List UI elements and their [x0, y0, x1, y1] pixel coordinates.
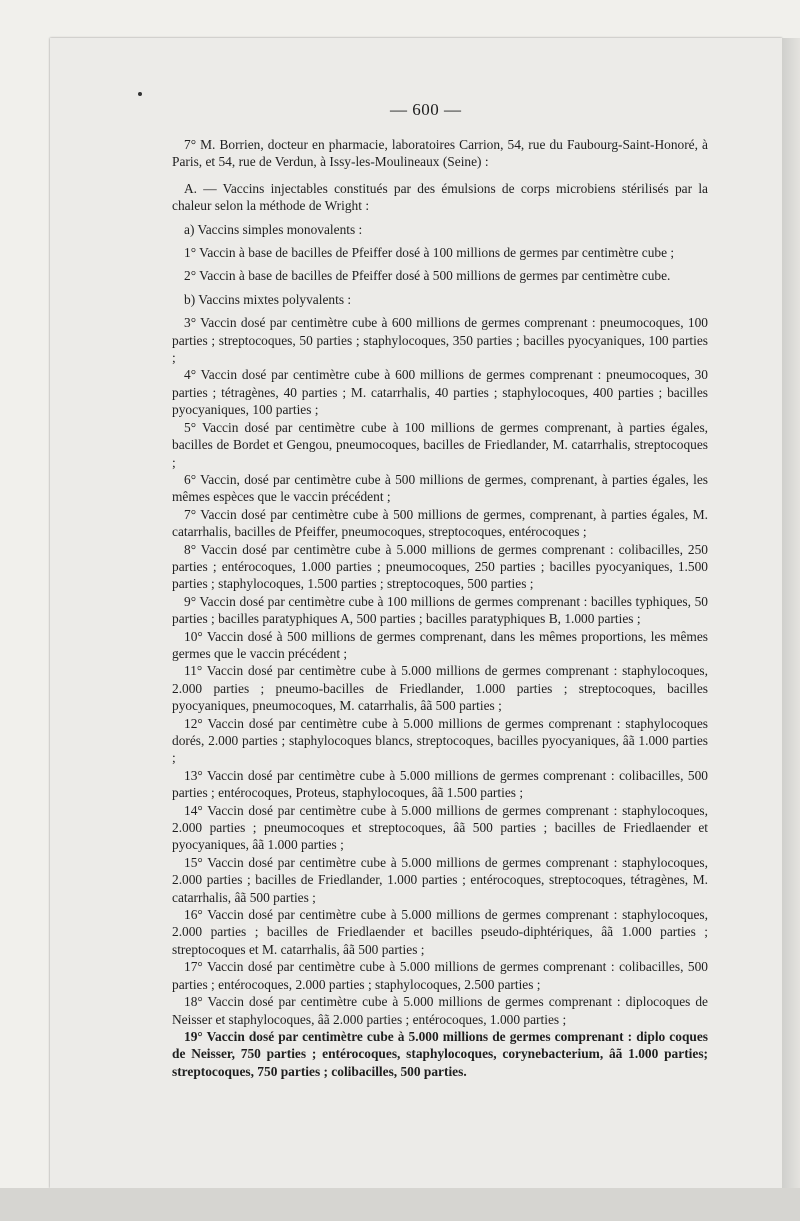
list-item: 1° Vaccin à base de bacilles de Pfeiffer dosé à 100 millions de germes par centimètre cube ;: [184, 245, 675, 261]
list-item: 4° Vaccin dosé par centimètre cube à 600 millions de germes comprenant : pneumocoques, 30 parties ; tétragènes, 40 parties ; M. catarrhalis, 40 parties ; staphylocoques, 400 parties ; bacilles pyocyaniques, 100 parties ;: [172, 367, 708, 418]
list-item: 11° Vaccin dosé par centimètre cube à 5.000 millions de germes comprenant : staphylocoques, 2.000 parties ; pneumo-bacilles de Friedlander, 1.000 parties ; streptocoques, bacilles pyocyaniques, pneumocoques, M. catarrhalis, âã 500 parties ;: [172, 663, 708, 714]
list-item: 18° Vaccin dosé par centimètre cube à 5.000 millions de germes comprenant : diplocoques de Neisser et staphylocoques, âã 2.000 parties ; entérocoques, 1.000 parties ;: [172, 994, 708, 1027]
list-item: 12° Vaccin dosé par centimètre cube à 5.000 millions de germes comprenant : staphylocoques dorés, 2.000 parties ; staphylocoques blancs, streptocoques, bacilles pyocyaniques, âã 1.000 parties ;: [172, 715, 708, 766]
subsection-a-heading: a) Vaccins simples monovalents :: [184, 221, 363, 237]
list-item: 9° Vaccin dosé par centimètre cube à 100 millions de germes comprenant : bacilles typhiques, 50 parties ; bacilles paratyphiques A, 500 parties ; bacilles paratyphiques B, 1.000 parties ;: [172, 593, 708, 627]
page-number: — 600 —: [390, 100, 462, 119]
list-item: 8° Vaccin dosé par centimètre cube à 5.000 millions de germes comprenant : colibacilles, 250 parties ; entérocoques, 1.000 parties ; pneumocoques, 250 parties ; bacilles pyocyaniques, 1.500 parties ; staphylocoques, 1.500 parties ; streptocoques, 500 parties ;: [172, 541, 708, 592]
list-item: 6° Vaccin, dosé par centimètre cube à 500 millions de germes, comprenant, à parties égales, les mêmes espèces que le vaccin précédent ;: [172, 471, 708, 505]
list-item: 3° Vaccin dosé par centimètre cube à 600 millions de germes comprenant : pneumocoques, 100 parties ; streptocoques, 50 parties ; staphylocoques, 350 parties ; bacilles pyocyaniques, 100 parties ;: [172, 315, 708, 366]
list-item: 5° Vaccin dosé par centimètre cube à 100 millions de germes comprenant, à parties égales, bacilles de Bordet et Gengou, pneumocoques, bacilles de Friedlander, M. catarrhalis, streptocoques ;: [172, 419, 708, 470]
list-item: 7° Vaccin dosé par centimètre cube à 500 millions de germes, comprenant, à parties égales, M. catarrhalis, bacilles de Pfeiffer, pneumocoques, streptocoques, entérocoques ;: [172, 506, 708, 540]
subsection-b-heading: b) Vaccins mixtes polyvalents :: [184, 291, 352, 307]
list-item: 15° Vaccin dosé par centimètre cube à 5.000 millions de germes comprenant : staphylocoques, 2.000 parties ; bacilles de Friedlander, 1.000 parties ; entérocoques, streptocoques, tétragènes, M. catarrhalis, âã 500 parties ;: [172, 854, 708, 905]
list-item: 17° Vaccin dosé par centimètre cube à 5.000 millions de germes comprenant : colibacilles, 500 parties ; entérocoques, 2.000 parties ; staphylocoques, 2.500 parties ;: [172, 959, 708, 992]
list-item: 2° Vaccin à base de bacilles de Pfeiffer dosé à 500 millions de germes par centimètre cube.: [184, 268, 671, 284]
page-bottom-edge: [0, 1188, 800, 1221]
scan-top-margin: [0, 0, 800, 38]
list-item: 13° Vaccin dosé par centimètre cube à 5.000 millions de germes comprenant : colibacilles, 500 parties ; entérocoques, Proteus, staphylocoques, âã 1.500 parties ;: [172, 767, 708, 801]
scan-left-margin: [0, 0, 50, 1221]
list-item-last: 19° Vaccin dosé par centimètre cube à 5.000 millions de germes comprenant : diplo coques de Neisser, 750 parties ; entérocoques, staphylocoques, corynebacterium, âã 1.000 parties; streptocoques, 750 parties ; colibacilles, 500 parties.: [172, 1028, 708, 1079]
intro-paragraph: 7° M. Borrien, docteur en pharmacie, laboratoires Carrion, 54, rue du Faubourg-Saint-Honoré, à Paris, et 54, rue de Verdun, à Issy-les-Moulineaux (Seine) :: [172, 137, 708, 170]
list-item: 16° Vaccin dosé par centimètre cube à 5.000 millions de germes comprenant : staphylocoques, 2.000 parties ; bacilles de Friedlaender et bacilles pseudo-diphtériques, âã 1.000 parties ; streptocoques et M. catarrhalis, âã 500 parties ;: [172, 907, 708, 957]
document-body: [172, 136, 708, 1080]
list-item: 10° Vaccin dosé à 500 millions de germes comprenant, dans les mêmes proportions, les mêmes germes que le vaccin précédent ;: [172, 628, 708, 661]
section-a-heading: A. — Vaccins injectables constitués par des émulsions de corps microbiens stérilisés par la chaleur selon la méthode de Wright :: [172, 180, 708, 214]
list-item: 14° Vaccin dosé par centimètre cube à 5.000 millions de germes comprenant : staphylocoques, 2.000 parties ; pneumocoques et streptocoques, âã 500 parties ; bacilles de Friedlaender et pyocyaniques, âã 1.000 parties ;: [172, 802, 708, 853]
page-right-edge: [782, 38, 800, 1188]
ink-speck: [138, 92, 142, 96]
